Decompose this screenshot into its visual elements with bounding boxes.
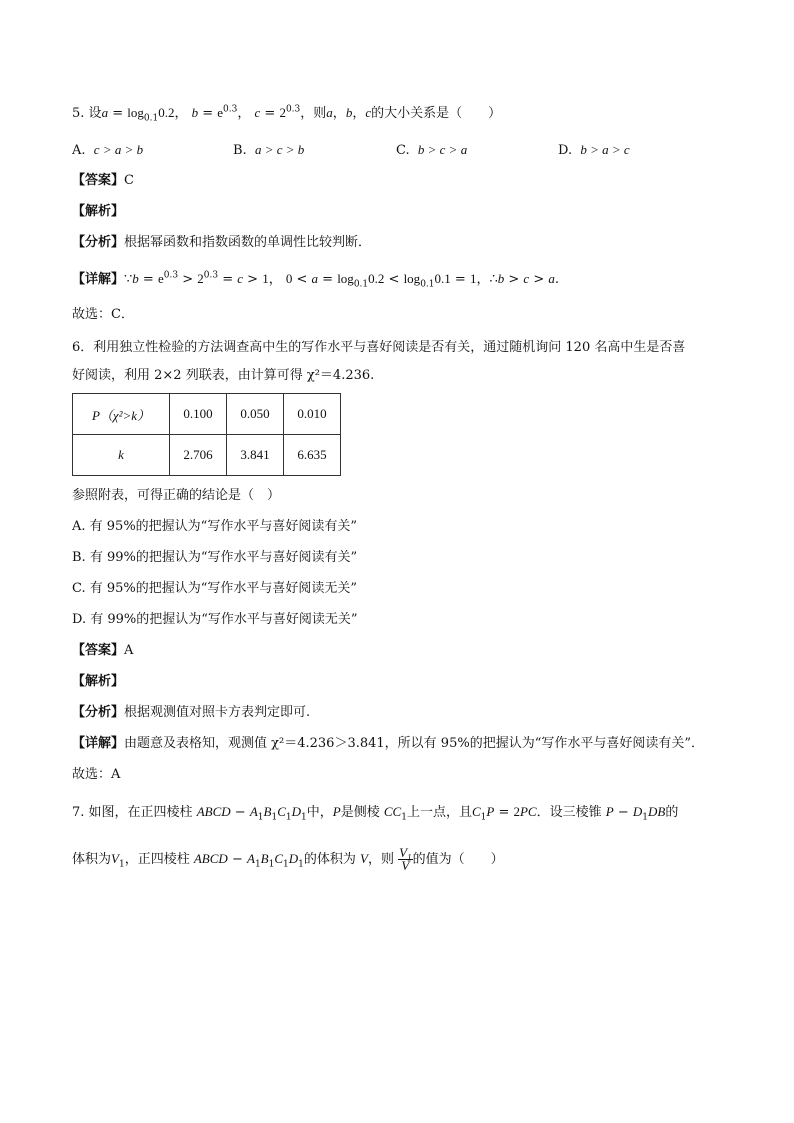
q5-option-c: C. b > c > a bbox=[396, 142, 468, 158]
q6-prompt: 参照附表，可得正确的结论是（ ） bbox=[72, 488, 281, 503]
table-row bbox=[73, 435, 341, 476]
q6-stem-line2: 好阅读，利用 2×2 列联表，由计算可得 χ²＝4.236. bbox=[72, 368, 375, 383]
q6-jiexi: 【解析】 bbox=[72, 674, 125, 689]
table-cell: 0.100 bbox=[170, 394, 227, 435]
q6-option-c: C. 有 95%的把握认为“写作水平与喜好阅读无关” bbox=[72, 581, 358, 596]
chi-square-table bbox=[72, 393, 341, 476]
q6-option-d: D. 有 99%的把握认为“写作水平与喜好阅读无关” bbox=[72, 612, 358, 627]
q6-conclusion: 故选：A bbox=[72, 767, 121, 782]
q5-detail: 【详解】∵b = $e^{0.3} > 2^{0.3} = c > 1$， $0 < a = \log_{0.1}0.2 < \log_{0.1}0.1 = 1$，∴b > c > a. bbox=[72, 270, 559, 290]
table-cell: k bbox=[73, 435, 170, 476]
table-row bbox=[73, 394, 341, 435]
q6-answer: 【答案】A bbox=[72, 643, 134, 658]
q5-answer: 【答案】C bbox=[72, 173, 134, 188]
q7-stem-line1: 7. 如图，在正四棱柱 ABCD − $A_1B_1C_1D_1$中，P是侧棱 $CC_1$上一点，且$C_1P = 2PC$．设三棱锥 $P - D_1DB$的 bbox=[72, 804, 679, 823]
q6-detail: 【详解】由题意及表格知，观测值 χ²＝4.236＞3.841，所以有 95%的把握认为“写作水平与喜好阅读有关”． bbox=[72, 736, 704, 751]
q5-option-a: A. c > a > b bbox=[72, 142, 144, 158]
q5-option-d: D. b > a > c bbox=[558, 142, 630, 158]
q6-stem-line1: 6．利用独立性检验的方法调查高中生的写作水平与喜好阅读是否有关，通过随机询问 120 名高中生是否喜 bbox=[72, 340, 686, 355]
table-cell: 6.635 bbox=[284, 435, 341, 476]
table-cell: 3.841 bbox=[227, 435, 284, 476]
table-cell: 2.706 bbox=[170, 435, 227, 476]
table-cell: 0.050 bbox=[227, 394, 284, 435]
q6-option-b: B. 有 99%的把握认为“写作水平与喜好阅读有关” bbox=[72, 550, 358, 565]
q5-analysis: 【分析】根据幂函数和指数函数的单调性比较判断． bbox=[72, 235, 372, 250]
q5-conclusion: 故选：C． bbox=[72, 307, 134, 322]
q7-stem-line2: 体积为$V_1$，正四棱柱 ABCD − $A_1B_1C_1D_1$的体积为 V，则 $\frac{V_1}{V}$ 的值为（ ） bbox=[72, 845, 504, 873]
table-cell: P（χ²>k） bbox=[73, 394, 170, 435]
q6-option-a: A. 有 95%的把握认为“写作水平与喜好阅读有关” bbox=[72, 519, 357, 534]
q6-analysis: 【分析】根据观测值对照卡方表判定即可. bbox=[72, 705, 311, 720]
q5-stem: 5. 设$a = \log_{0.1}0.2$， $b = e^{0.3}$， $c = 2^{0.3}$，则a，b，c的大小关系是（ ） bbox=[72, 104, 502, 124]
table-cell: 0.010 bbox=[284, 394, 341, 435]
q5-jiexi: 【解析】 bbox=[72, 204, 125, 219]
fraction-v1-over-v: $\frac{V_1}{V}$ bbox=[399, 845, 412, 873]
q5-option-b: B. a > c > b bbox=[233, 142, 305, 158]
